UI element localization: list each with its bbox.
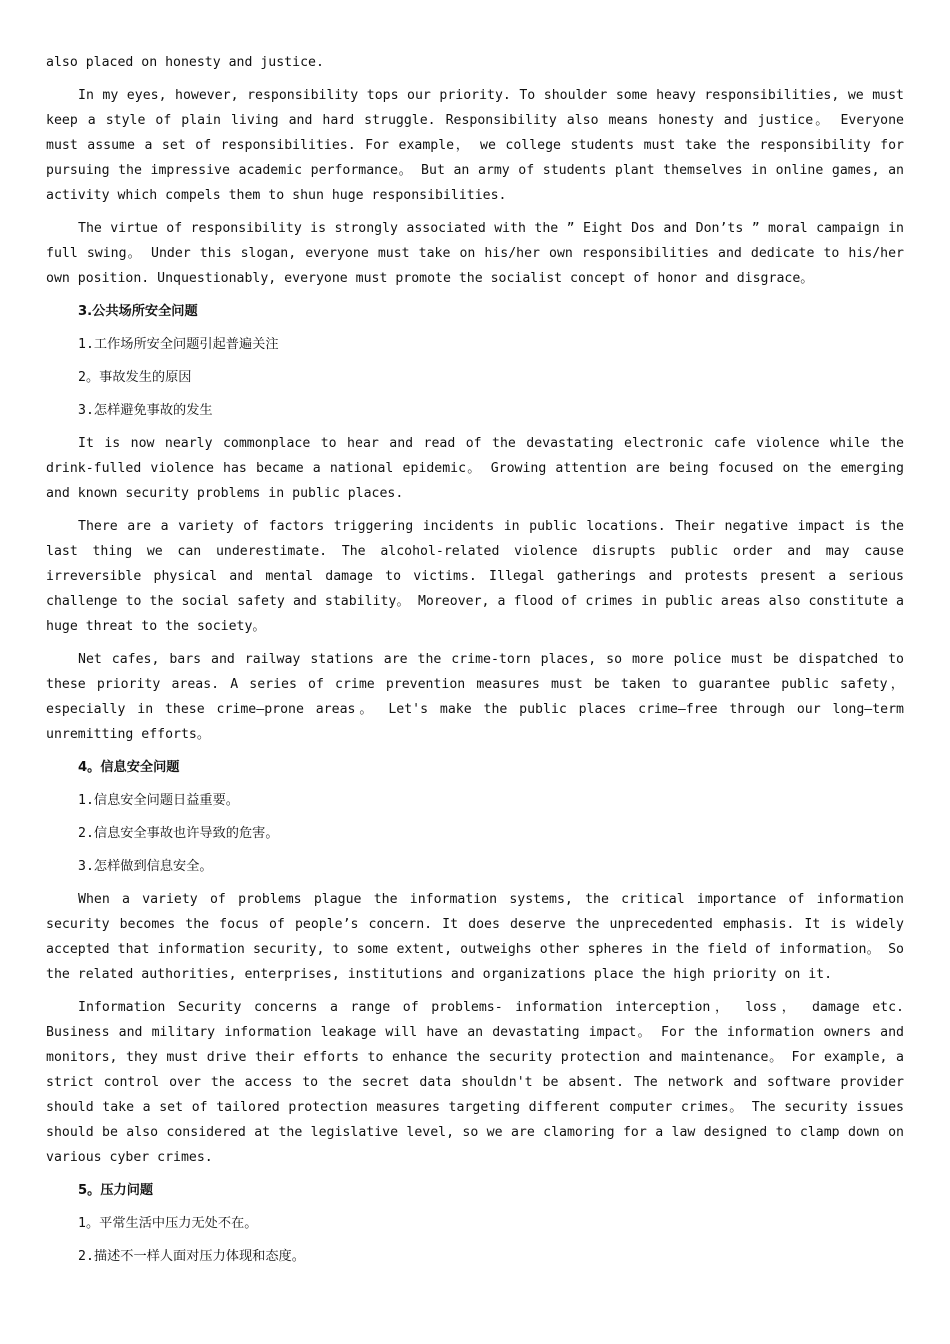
- section-5-heading: 5。压力问题: [78, 1183, 154, 1198]
- section-3-paragraph-2: There are a variety of factors triggering incidents in public locations. Their negative impact is the last thing we can underestimate. The alcohol-related violence disrupts public order and may cause irreversible physical and mental damage to victims. Illegal gatherings and protests present a serious challenge to the social safety and stability。 Moreover, a flood of crimes in public areas also constitute a huge threat to the society。: [46, 519, 904, 634]
- section-4-point-2: 2.信息安全事故也许导致的危害。: [78, 826, 279, 841]
- responsibility-paragraph-1: In my eyes, however, responsibility tops our priority. To shoulder some heavy responsibilities, we must keep a style of plain living and hard struggle. Responsibility also means honesty and justice。 Everyone must assume a set of responsibilities. For example， we college students must take the responsibility for pursuing the impressive academic performance。 But an army of students plant themselves in online games, an activity which compels them to shun huge responsibilities.: [46, 88, 904, 203]
- section-3-paragraph-1: It is now nearly commonplace to hear and read of the devastating electronic cafe violence while the drink-fulled violence has became a national epidemic。 Growing attention are being focused on the emerging and known security problems in public places.: [46, 436, 904, 501]
- section-3-heading: 3.公共场所安全问题: [78, 304, 198, 319]
- section-4-point-1: 1.信息安全问题日益重要。: [78, 793, 239, 808]
- section-3-paragraph-3: Net cafes, bars and railway stations are the crime-torn places, so more police must be dispatched to these priority areas. A series of crime prevention measures must be taken to guarantee public safety，especially in these crime—prone areas。 Let's make the public places crime—free through our long—term unremitting efforts。: [46, 652, 904, 742]
- responsibility-paragraph-2: The virtue of responsibility is strongly associated with the ” Eight Dos and Don’ts ” moral campaign in full swing。 Under this slogan, everyone must take on his/her own responsibilities and dedicate to his/her own position. Unquestionably, everyone must promote the socialist concept of honor and disgrace。: [46, 221, 904, 286]
- section-4-point-3: 3.怎样做到信息安全。: [78, 859, 213, 874]
- section-5-point-1: 1。平常生活中压力无处不在。: [78, 1216, 258, 1231]
- section-4-paragraph-1: When a variety of problems plague the information systems, the critical importance of information security becomes the focus of people’s concern. It does deserve the unprecedented emphasis. It is widely accepted that information security, to some extent, outweighs other spheres in the field of information。 So the related authorities, enterprises, institutions and organizations place the high priority on it.: [46, 892, 904, 982]
- section-3-point-2: 2。事故发生的原因: [78, 370, 192, 385]
- section-5-point-2: 2.描述不一样人面对压力体现和态度。: [78, 1249, 305, 1264]
- section-4-paragraph-2: Information Security concerns a range of problems- information interception， loss， damage etc. Business and military information leakage will have an devastating impact。 For the information owners and monitors, they must drive their efforts to enhance the security protection and maintenance。 For example, a strict control over the access to the secret data shouldn't be absent. The network and software provider should take a set of tailored protection measures targeting different computer crimes。 The security issues should be also considered at the legislative level, so we are clamoring for a law designed to clamp down on various cyber crimes.: [46, 1000, 904, 1165]
- section-3-point-3: 3.怎样避免事故的发生: [78, 403, 213, 418]
- section-3-point-1: 1.工作场所安全问题引起普遍关注: [78, 337, 279, 352]
- section-4-heading: 4。信息安全问题: [78, 760, 180, 775]
- intro-tail-paragraph: also placed on honesty and justice.: [46, 55, 324, 70]
